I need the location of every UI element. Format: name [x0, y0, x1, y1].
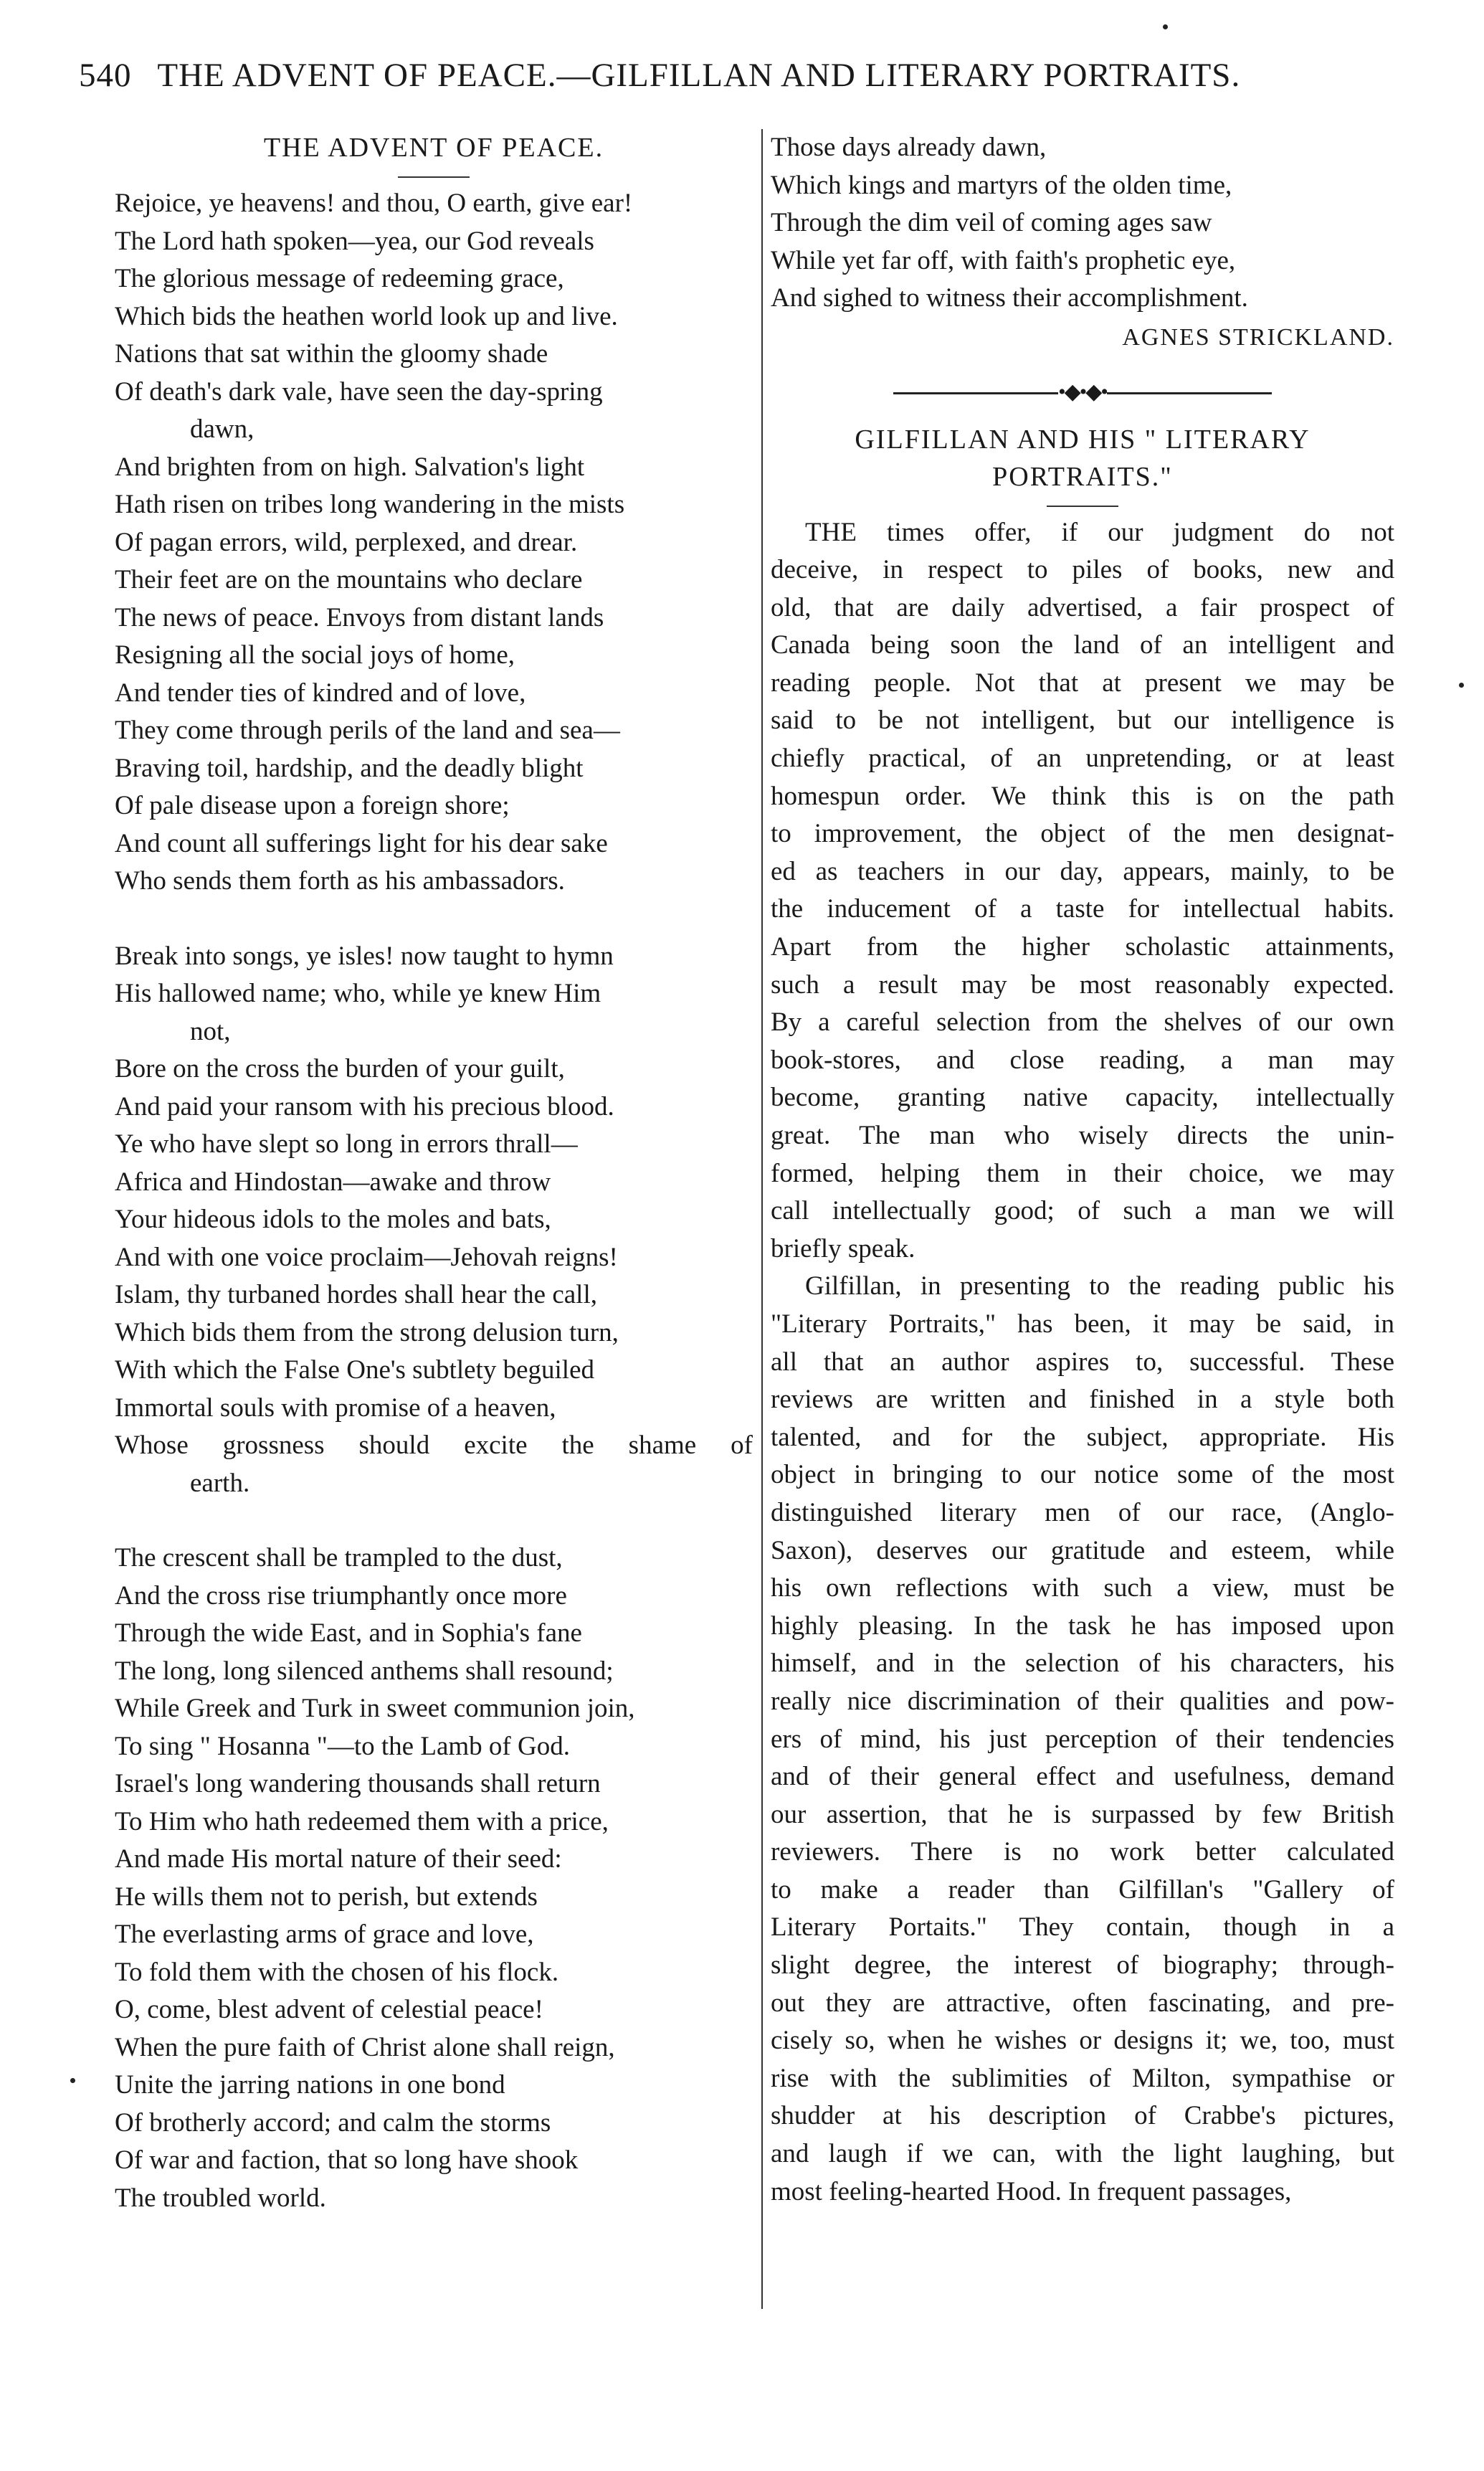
- poem-line: The crescent shall be trampled to the dust,: [115, 1543, 563, 1573]
- poem-continuation: [771, 129, 1394, 318]
- poem-line: And made His mortal nature of their seed:: [115, 1844, 562, 1874]
- poem-line: While Greek and Turk in sweet communion join,: [115, 1694, 635, 1723]
- article-line: and laugh if we can, with the light laughing, but: [771, 2139, 1394, 2169]
- article-line: "Literary Portraits," has been, it may be said, in: [771, 1309, 1394, 1339]
- poem-line: To sing " Hosanna "—to the Lamb of God.: [115, 1731, 570, 1761]
- poem-line: Resigning all the social joys of home,: [115, 640, 515, 670]
- running-title: THE ADVENT OF PEACE.—GILFILLAN AND LITERARY PORTRAITS.: [157, 57, 1241, 94]
- poem-line: not,: [190, 1016, 231, 1046]
- article-line: call intellectually good; of such a man we will: [771, 1196, 1394, 1226]
- article-line: become, granting native capacity, intellectually: [771, 1083, 1394, 1113]
- poem-line: Of pale disease upon a foreign shore;: [115, 791, 510, 820]
- article-line: Apart from the higher scholastic attainments,: [771, 932, 1394, 962]
- poem-line: And sighed to witness their accomplishment.: [771, 283, 1248, 313]
- article-line: ers of mind, his just perception of their tendencies: [771, 1724, 1394, 1754]
- poem-line: While yet far off, with faith's prophetic eye,: [771, 245, 1236, 275]
- poem-line: To fold them with the chosen of his flock.: [115, 1957, 559, 1987]
- poem-line: Of brotherly accord; and calm the storms: [115, 2107, 551, 2138]
- poem-line: And paid your ransom with his precious blood.: [115, 1091, 614, 1121]
- right-column: [771, 129, 1394, 2211]
- poem-line: He wills them not to perish, but extends: [115, 1882, 538, 1912]
- article-line: chiefly practical, of an unpretending, or at least: [771, 744, 1394, 774]
- article-line: himself, and in the selection of his characters, his: [771, 1649, 1394, 1679]
- poem-line: Unite the jarring nations in one bond: [115, 2070, 505, 2100]
- article-title-line-2: PORTRAITS.": [992, 461, 1173, 492]
- poem-line: Of death's dark vale, have seen the day-spring: [115, 376, 603, 407]
- article-line: to make a reader than Gilfillan's "Gallery of: [771, 1874, 1394, 1905]
- poem-line: And count all sufferings light for his dear sake: [115, 828, 608, 858]
- article-paragraph: [771, 514, 1394, 1268]
- poem-line: Israel's long wandering thousands shall return: [115, 1769, 601, 1798]
- article-line: slight degree, the interest of biography; through-: [771, 1950, 1394, 1981]
- poem-line: With which the False One's subtlety beguiled: [115, 1355, 594, 1385]
- article-line: THE times offer, if our judgment do not: [805, 517, 1394, 547]
- print-speck: [1459, 683, 1464, 688]
- poem-line: Which kings and martyrs of the olden time,: [771, 170, 1232, 200]
- poem-line: And with one voice proclaim—Jehovah reigns!: [115, 1242, 618, 1272]
- poem-line: Who sends them forth as his ambassadors.: [115, 866, 565, 896]
- article-line: book-stores, and close reading, a man may: [771, 1045, 1394, 1075]
- poem-line: And the cross rise triumphantly once more: [115, 1580, 567, 1611]
- ornament-line-left: [893, 392, 1058, 394]
- poem-line: The troubled world.: [115, 2183, 326, 2213]
- poem-line: Which bids the heathen world look up and live.: [115, 301, 618, 331]
- article-line: the inducement of a taste for intellectual habits.: [771, 894, 1394, 924]
- poem-line: The Lord hath spoken—yea, our God reveals: [115, 226, 594, 256]
- poem-line: Hath risen on tribes long wandering in the mists: [115, 490, 625, 519]
- poem-line: Immortal souls with promise of a heaven,: [115, 1393, 556, 1423]
- poem-line: His hallowed name; who, while ye knew Him: [115, 979, 601, 1008]
- article-line: reviews are written and finished in a style both: [771, 1385, 1394, 1415]
- article-line: highly pleasing. In the task he has imposed upon: [771, 1611, 1394, 1641]
- poem-line: The glorious message of redeeming grace,: [115, 264, 564, 293]
- article-title-rule: [1047, 506, 1118, 507]
- stanza-gap: [115, 1502, 753, 1540]
- poem-line: Rejoice, ye heavens! and thou, O earth, give ear!: [115, 189, 633, 218]
- print-speck: [70, 2078, 75, 2083]
- poem-line: When the pure faith of Christ alone shall reign,: [115, 2032, 615, 2062]
- article-line: talented, and for the subject, appropriate. His: [771, 1422, 1394, 1452]
- article-title-line-1: GILFILLAN AND HIS " LITERARY: [855, 424, 1311, 455]
- article-line: homespun order. We think this is on the path: [771, 781, 1394, 811]
- poem-line: The news of peace. Envoys from distant lands: [115, 602, 604, 632]
- article-line: distinguished literary men of our race, (Anglo-: [771, 1497, 1394, 1527]
- article-line: Canada being soon the land of an intelligent and: [771, 630, 1394, 660]
- poem-title: THE ADVENT OF PEACE.: [263, 133, 604, 163]
- article-line: By a careful selection from the shelves of our own: [771, 1007, 1394, 1038]
- article-line: to improvement, the object of the men designat-: [771, 819, 1394, 849]
- article-line: all that an author aspires to, successful. These: [771, 1347, 1394, 1377]
- poem-line: O, come, blest advent of celestial peace!: [115, 1995, 543, 2024]
- poem-line: Bore on the cross the burden of your guilt,: [115, 1054, 565, 1083]
- poem-line: Braving toil, hardship, and the deadly blight: [115, 753, 584, 783]
- poem-line: Ye who have slept so long in errors thrall—: [115, 1129, 578, 1159]
- print-speck: [1163, 24, 1168, 29]
- title-rule: [398, 176, 470, 178]
- article-line: briefly speak.: [771, 1233, 915, 1263]
- article-line: formed, helping them in their choice, we may: [771, 1158, 1394, 1188]
- poem-line: Whose grossness should excite the shame of: [115, 1431, 753, 1460]
- page-header: [79, 56, 1412, 113]
- poem-line: Africa and Hindostan—awake and throw: [115, 1167, 551, 1197]
- article-line: deceive, in respect to piles of books, new and: [771, 555, 1394, 585]
- poem-line: Their feet are on the mountains who declare: [115, 565, 583, 594]
- left-column: [115, 129, 753, 2217]
- article-line: our assertion, that he is surpassed by few British: [771, 1799, 1394, 1829]
- article-line: old, that are daily advertised, a fair prospect of: [771, 592, 1394, 622]
- article-line: Saxon), deserves our gratitude and esteem, while: [771, 1535, 1394, 1565]
- poem-line: The everlasting arms of grace and love,: [115, 1920, 534, 1949]
- poem-line: And tender ties of kindred and of love,: [115, 678, 526, 708]
- poem-line: Which bids them from the strong delusion turn,: [115, 1317, 619, 1347]
- article-line: reviewers. There is no work better calculated: [771, 1837, 1394, 1867]
- poem-line: Islam, thy turbaned hordes shall hear the call,: [115, 1280, 597, 1309]
- ornament-glyphs: •◆•◆•: [1058, 379, 1107, 404]
- article-line: great. The man who wisely directs the unin-: [771, 1121, 1394, 1150]
- article-line: said to be not intelligent, but our intelligence is: [771, 706, 1394, 736]
- article-line: cisely so, when he wishes or designs it; we, too, must: [771, 2026, 1394, 2056]
- article-line: shudder at his description of Crabbe's pictures,: [771, 2101, 1394, 2131]
- article-line: Literary Portaits." They contain, though in a: [771, 1912, 1394, 1943]
- section-ornament: [771, 378, 1394, 407]
- article-line: such a result may be most reasonably expected.: [771, 969, 1394, 1000]
- poem-line: Through the dim veil of coming ages saw: [771, 208, 1212, 237]
- column-divider: [761, 129, 763, 2309]
- article-title: [771, 421, 1394, 495]
- poem-line: To Him who hath redeemed them with a price,: [115, 1806, 609, 1836]
- article-line: out they are attractive, often fascinating, and pre-: [771, 1988, 1394, 2018]
- poem-author: AGNES STRICKLAND.: [1122, 323, 1394, 351]
- article-line: really nice discrimination of their qualities and pow-: [771, 1686, 1394, 1716]
- article-line: his own reflections with such a view, must be: [771, 1573, 1394, 1603]
- article-line: most feeling-hearted Hood. In frequent passages,: [771, 2176, 1292, 2206]
- ornament-line-right: [1107, 392, 1272, 394]
- poem-line: Of pagan errors, wild, perplexed, and drear.: [115, 527, 578, 557]
- poem-line: Of war and faction, that so long have shook: [115, 2145, 579, 2175]
- article-line: and of their general effect and usefulness, demand: [771, 1762, 1394, 1792]
- poem-line: And brighten from on high. Salvation's light: [115, 452, 585, 482]
- article-paragraph: [771, 1268, 1394, 2211]
- poem-line: They come through perils of the land and sea—: [115, 716, 620, 745]
- poem-line: Through the wide East, and in Sophia's fane: [115, 1618, 582, 1648]
- article-line: reading people. Not that at present we may be: [771, 668, 1394, 698]
- article-line: object in bringing to our notice some of the most: [771, 1460, 1394, 1490]
- poem-line: Nations that sat within the gloomy shade: [115, 339, 548, 369]
- poem-body: [115, 185, 753, 2217]
- poem-line: Those days already dawn,: [771, 133, 1047, 162]
- poem-line: Your hideous idols to the moles and bats,: [115, 1205, 551, 1234]
- poem-line: Break into songs, ye isles! now taught to hymn: [115, 941, 614, 971]
- poem-line: The long, long silenced anthems shall resound;: [115, 1656, 614, 1686]
- article-line: rise with the sublimities of Milton, sympathise or: [771, 2063, 1394, 2093]
- stanza-gap: [115, 901, 753, 938]
- page-number: 540: [79, 57, 132, 94]
- article-body: [771, 514, 1394, 2211]
- article-line: ed as teachers in our day, appears, mainly, to be: [771, 856, 1394, 886]
- poem-line: earth.: [190, 1468, 250, 1498]
- article-line: Gilfillan, in presenting to the reading public his: [805, 1271, 1394, 1301]
- poem-line: dawn,: [190, 414, 255, 444]
